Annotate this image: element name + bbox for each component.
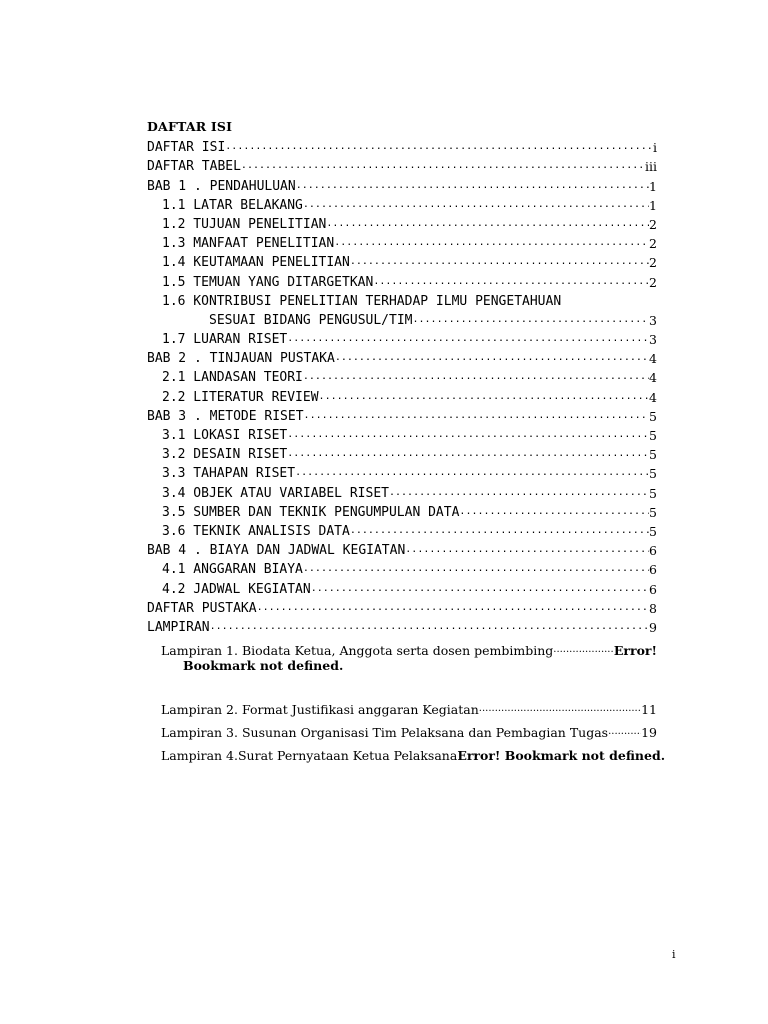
lampiran-entry-page: 19 (641, 724, 657, 740)
toc-entry-title: BAB 1 . PENDAHULUAN (147, 178, 296, 194)
dot-leader (350, 524, 649, 538)
toc-entry[interactable] (147, 577, 657, 596)
toc-entry-page: 8 (649, 600, 657, 616)
toc-entry-title: SESUAI BIDANG PENGUSUL/TIM (209, 312, 413, 328)
dot-leader (479, 702, 641, 716)
dot-leader (389, 486, 649, 500)
dot-leader (335, 351, 649, 365)
toc-heading: DAFTAR ISI (147, 119, 233, 134)
toc-entry-page: 6 (649, 581, 657, 597)
toc-entry[interactable] (147, 290, 657, 309)
toc-entry-page: 2 (649, 236, 657, 252)
toc-entry[interactable] (147, 328, 657, 347)
toc-entry[interactable] (147, 443, 657, 462)
dot-leader (210, 620, 649, 634)
lampiran-entry-page: 11 (641, 701, 657, 717)
toc-entry-page: 5 (649, 408, 657, 424)
toc-entry-page: 5 (649, 485, 657, 501)
toc-entry-title: 2.1 LANDASAN TEORI (162, 370, 303, 386)
dot-leader (287, 332, 649, 346)
toc-entry[interactable] (147, 366, 657, 385)
dot-leader (311, 582, 649, 596)
dot-leader (287, 447, 649, 461)
toc-entry-title: 3.3 TAHAPAN RISET (162, 466, 296, 482)
dot-leader (608, 725, 641, 739)
dot-leader (350, 255, 649, 269)
blank-line (147, 680, 657, 694)
toc-entry-page: 5 (649, 447, 657, 463)
toc-entry-title: 1.1 LATAR BELAKANG (162, 197, 303, 213)
toc-entry[interactable] (147, 194, 657, 213)
toc-entry-title: 4.1 ANGGARAN BIAYA (162, 562, 303, 578)
footer-page-number: i (672, 948, 676, 961)
toc-entry-title: 1.3 MANFAAT PENELITIAN (162, 236, 335, 252)
toc-entry[interactable] (147, 155, 657, 174)
bookmark-error-continuation: Bookmark not defined. (183, 657, 344, 673)
toc-entry[interactable] (147, 213, 657, 232)
toc-entry[interactable] (147, 462, 657, 481)
toc-entry-title: DAFTAR PUSTAKA (147, 600, 257, 616)
toc-entry-page: 5 (649, 428, 657, 443)
lampiran-entry-page: Error! Bookmark not defined. (457, 747, 666, 763)
dot-leader (553, 643, 614, 657)
toc-entry-title: BAB 3 . METODE RISET (147, 408, 304, 424)
toc-entry[interactable] (147, 136, 657, 155)
dot-leader (241, 159, 645, 173)
lampiran-entry-title: Lampiran 2. Format Justifikasi anggaran Kegiatan (161, 701, 479, 717)
toc-entry-page: 5 (649, 504, 657, 520)
table-of-contents (147, 136, 666, 763)
toc-entry[interactable] (147, 597, 657, 616)
toc-entry-title: 3.4 OBJEK ATAU VARIABEL RISET (162, 485, 389, 501)
toc-entry-title: 1.4 KEUTAMAAN PENELITIAN (162, 255, 350, 271)
lampiran-entry[interactable] (147, 635, 657, 658)
toc-entry-title: DAFTAR ISI (147, 140, 226, 156)
toc-entry-page: 4 (649, 370, 657, 386)
toc-entry-title: 3.2 DESAIN RISET (162, 447, 288, 463)
toc-entry[interactable] (147, 424, 657, 443)
toc-entry-page: 5 (649, 466, 657, 482)
lampiran-entry[interactable] (147, 694, 657, 717)
toc-entry-title: 1.6 KONTRIBUSI PENELITIAN TERHADAP ILMU PENGETAHUAN (162, 293, 562, 309)
dot-leader (257, 601, 649, 615)
toc-entry[interactable] (147, 385, 657, 404)
toc-entry[interactable] (147, 501, 657, 520)
lampiran-entry-title: Lampiran 4.Surat Pernyataan Ketua Pelaksana (161, 747, 458, 763)
toc-entry-title: 1.7 LUARAN RISET (162, 332, 288, 348)
toc-entry-page: 1 (649, 197, 657, 213)
toc-entry-page: 6 (649, 543, 657, 559)
lampiran-entry-title: Lampiran 1. Biodata Ketua, Anggota serta dosen pembimbing (161, 642, 554, 658)
toc-entry-title: BAB 2 . TINJAUAN PUSTAKA (147, 351, 335, 367)
dot-leader (225, 140, 653, 154)
lampiran-entry[interactable] (147, 717, 657, 740)
dot-leader (405, 543, 649, 557)
dot-leader (295, 466, 649, 480)
dot-leader (413, 313, 650, 327)
toc-entry-page: 4 (649, 389, 657, 405)
toc-entry-page: 3 (649, 332, 657, 348)
toc-entry-title: 2.2 LITERATUR REVIEW (162, 389, 319, 405)
toc-entry-page: 2 (649, 255, 657, 271)
dot-leader (303, 562, 649, 576)
dot-leader (326, 217, 649, 231)
toc-entry[interactable] (147, 481, 657, 500)
toc-entry[interactable] (147, 616, 657, 635)
toc-entry-title: 3.5 SUMBER DAN TEKNIK PENGUMPULAN DATA (162, 504, 460, 520)
dot-leader (287, 428, 649, 442)
toc-entry[interactable] (147, 232, 657, 251)
dot-leader (319, 390, 650, 404)
dot-leader (304, 409, 650, 423)
dot-leader (373, 275, 649, 289)
dot-leader (296, 179, 649, 193)
toc-entry-page: i (653, 140, 657, 156)
toc-entry-page: 5 (649, 523, 657, 539)
toc-entry[interactable] (147, 309, 657, 328)
toc-entry-title: 4.2 JADWAL KEGIATAN (162, 581, 311, 597)
toc-entry-title: BAB 4 . BIAYA DAN JADWAL KEGIATAN (147, 543, 406, 559)
dot-leader (459, 505, 649, 519)
lampiran-entry-page: Error! (613, 642, 657, 658)
toc-entry[interactable] (147, 251, 657, 270)
toc-entry[interactable] (147, 347, 657, 366)
toc-entry[interactable] (147, 539, 657, 558)
toc-entry[interactable] (147, 174, 657, 193)
toc-entry-title: 1.2 TUJUAN PENELITIAN (162, 216, 327, 232)
toc-entry-page: 1 (649, 178, 657, 194)
toc-entry-page: 6 (649, 562, 657, 578)
toc-entry[interactable] (147, 520, 657, 539)
lampiran-entry[interactable] (147, 740, 666, 763)
toc-entry-page: 2 (649, 274, 657, 290)
toc-entry-title: 1.5 TEMUAN YANG DITARGETKAN (162, 274, 374, 290)
toc-entry-page: 4 (649, 351, 657, 367)
lampiran-entry-title: Lampiran 3. Susunan Organisasi Tim Pelaksana dan Pembagian Tugas (161, 724, 609, 740)
dot-leader (303, 370, 649, 384)
toc-entry[interactable] (147, 558, 657, 577)
toc-entry-title: DAFTAR TABEL (147, 159, 241, 175)
toc-entry[interactable] (147, 405, 657, 424)
toc-entry-page: 2 (649, 216, 657, 232)
dot-leader (334, 236, 649, 250)
toc-entry-title: LAMPIRAN (147, 619, 210, 635)
toc-entry-title: 3.1 LOKASI RISET (162, 428, 288, 443)
toc-entry-page: iii (645, 159, 657, 175)
dot-leader (303, 198, 649, 212)
toc-entry[interactable] (147, 270, 657, 289)
toc-entry-page: 9 (649, 619, 657, 635)
toc-entry-title: 3.6 TEKNIK ANALISIS DATA (162, 523, 350, 539)
toc-entry-page: 3 (649, 312, 657, 328)
